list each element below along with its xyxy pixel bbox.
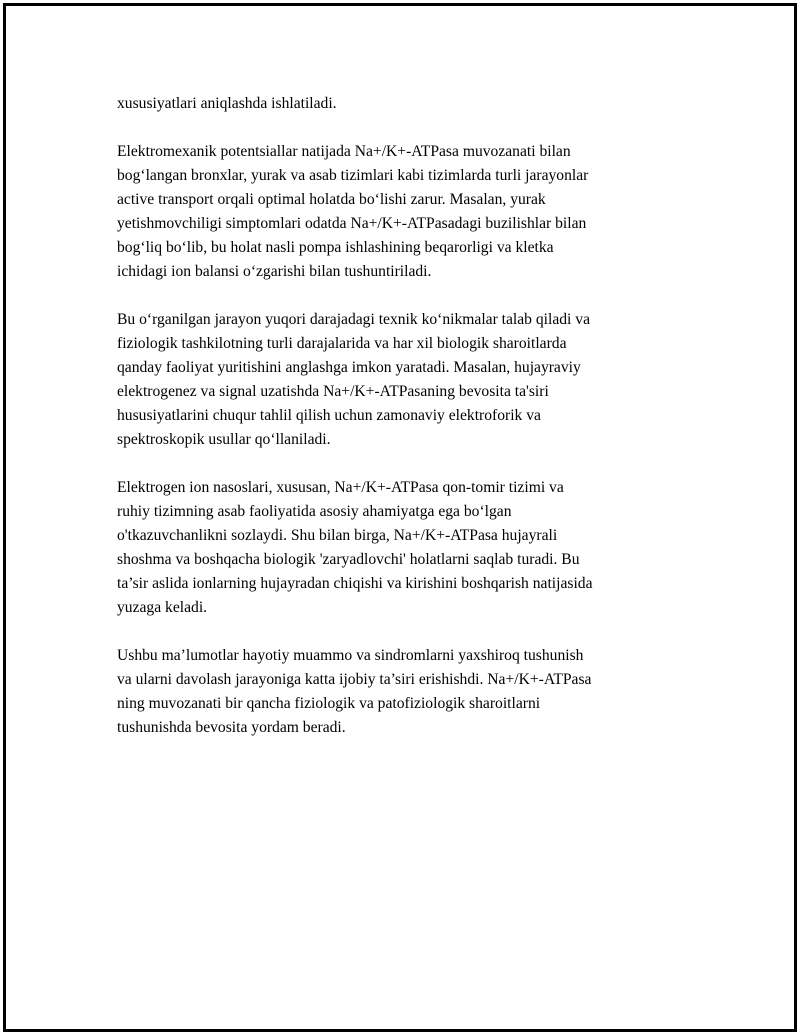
text-line: yetishmovchiligi simptomlari odatda Na+/K+-ATPasadagi buzilishlar bilan [117, 215, 587, 232]
text-line: va ularni davolash jarayoniga katta ijobiy ta’siri erishishdi. Na+/K+-ATPasa [117, 671, 592, 688]
text-line: hususiyatlarini chuqur tahlil qilish uchun zamonaviy elektroforik va [117, 407, 541, 424]
text-line: xususiyatlari aniqlashda ishlatiladi. [117, 95, 337, 112]
paragraph-4 [117, 476, 692, 620]
text-line: ruhiy tizimning asab faoliyatida asosiy ahamiyatga ega bo‘lgan [117, 503, 512, 520]
text-line: Ushbu ma’lumotlar hayotiy muammo va sindromlarni yaxshiroq tushunish [117, 647, 584, 664]
text-line: ning muvozanati bir qancha fiziologik va patofiziologik sharoitlarni [117, 695, 541, 712]
text-line: ta’sir aslida ionlarning hujayradan chiqishi va kirishini boshqarish natijasida [117, 575, 593, 592]
text-line: yuzaga keladi. [117, 599, 208, 616]
text-line: o'tkazuvchanlikni sozlaydi. Shu bilan birga, Na+/K+-ATPasa hujayrali [117, 527, 558, 544]
text-line: qanday faoliyat yuritishini anglashga imkon yaratadi. Masalan, hujayraviy [117, 359, 581, 376]
text-line: bog‘langan bronxlar, yurak va asab tizimlari kabi tizimlarda turli jarayonlar [117, 167, 589, 184]
text-line: Elektromexanik potentsiallar natijada Na+/K+-ATPasa muvozanati bilan [117, 143, 571, 160]
paragraph-2 [117, 140, 692, 284]
text-line: shoshma va boshqacha biologik 'zaryadlovchi' holatlarni saqlab turadi. Bu [117, 551, 580, 568]
text-line: bog‘liq bo‘lib, bu holat nasli pompa ishlashining beqarorligi va kletka [117, 239, 554, 256]
text-line: tushunishda bevosita yordam beradi. [117, 719, 346, 736]
text-line: Bu o‘rganilgan jarayon yuqori darajadagi texnik ko‘nikmalar talab qiladi va [117, 311, 591, 328]
document-body [117, 92, 692, 764]
text-line: fiziologik tashkilotning turli darajalarida va har xil biologik sharoitlarda [117, 335, 567, 352]
paragraph-1 [117, 92, 692, 116]
text-line: Elektrogen ion nasoslari, xususan, Na+/K+-ATPasa qon-tomir tizimi va [117, 479, 564, 496]
text-line: active transport orqali optimal holatda bo‘lishi zarur. Masalan, yurak [117, 191, 546, 208]
text-line: elektrogenez va signal uzatishda Na+/K+-ATPasaning bevosita ta'siri [117, 383, 549, 400]
text-line: spektroskopik usullar qo‘llaniladi. [117, 431, 331, 448]
paragraph-5 [117, 644, 692, 740]
text-line: ichidagi ion balansi o‘zgarishi bilan tushuntiriladi. [117, 263, 432, 280]
paragraph-3 [117, 308, 692, 452]
